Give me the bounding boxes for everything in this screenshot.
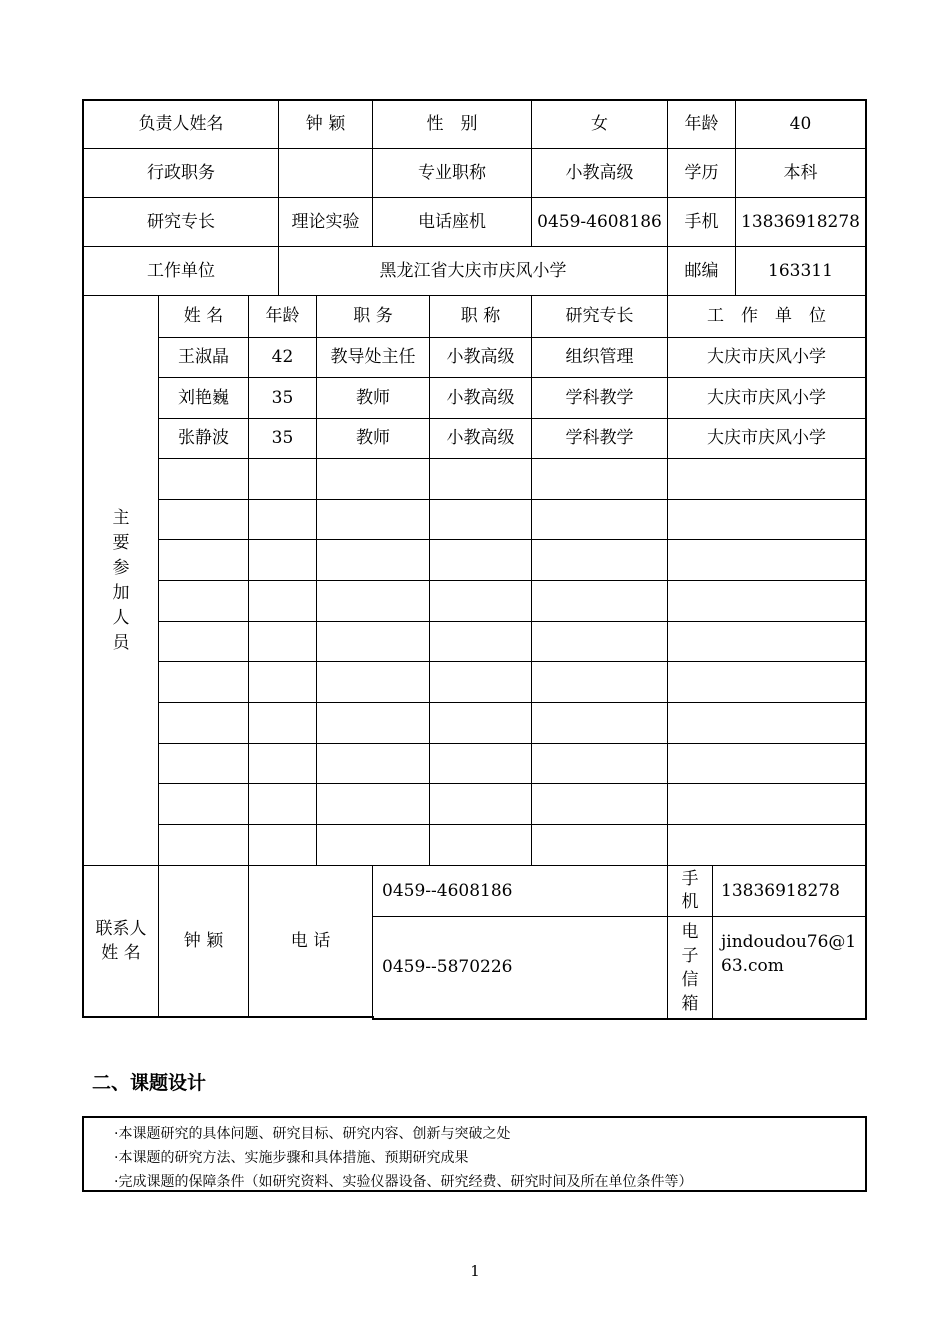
- contact-phone-2: 0459--5870226: [382, 957, 513, 977]
- contact-label-line2: 姓 名: [101, 943, 141, 963]
- participant-age: 35: [271, 387, 294, 408]
- gender-label: 性 别: [426, 114, 478, 134]
- work-unit-value: 黑龙江省大庆市庆风小学: [379, 260, 567, 281]
- mobile-label: 手机: [684, 211, 719, 232]
- page-number: 1: [470, 1262, 480, 1280]
- contact-email: jindoudou76@163.com: [721, 932, 857, 976]
- side-char: 主: [112, 507, 130, 528]
- col-header-name: 姓 名: [183, 306, 224, 326]
- section-title: 二、课题设计: [92, 1072, 207, 1094]
- participant-title: 小教高级: [446, 428, 515, 448]
- leader-name-value: 钟 颖: [305, 114, 346, 134]
- participant-name: 张静波: [178, 428, 229, 448]
- contact-label: [84, 866, 158, 1016]
- mobile-value: 13836918278: [741, 211, 860, 232]
- age-value: 40: [789, 114, 812, 134]
- participant-unit: 大庆市庆风小学: [707, 387, 826, 408]
- email-label-char: 信: [681, 969, 699, 990]
- mobile-label-char: 机: [681, 892, 699, 912]
- email-label-char: 电: [681, 921, 699, 942]
- position-label: 行政职务: [147, 162, 215, 183]
- section-box: [82, 1116, 867, 1192]
- participant-age: 35: [271, 428, 294, 448]
- contact-phone-label: 电 话: [290, 930, 331, 951]
- participant-specialty: 学科教学: [565, 428, 634, 448]
- participant-specialty: 学科教学: [565, 387, 634, 408]
- side-char: 参: [112, 557, 130, 578]
- col-header-position: 职 务: [353, 306, 393, 326]
- participant-position: 教师: [356, 387, 390, 408]
- leader-name-label: 负责人姓名: [138, 114, 224, 134]
- side-char: 要: [112, 532, 130, 553]
- landline-value: 0459-4608186: [537, 211, 662, 232]
- education-value: 本科: [783, 162, 818, 183]
- col-header-age: 年龄: [265, 306, 300, 326]
- section-item: ·完成课题的保障条件（如研究资料、实验仪器设备、研究经费、研究时间及所在单位条件等）: [114, 1174, 693, 1190]
- participant-position: 教导处主任: [330, 347, 416, 367]
- specialty-value: 理论实验: [291, 211, 360, 232]
- title-label: 专业职称: [418, 162, 486, 183]
- landline-label: 电话座机: [418, 211, 486, 232]
- contact-name: 钟 颖: [183, 930, 224, 951]
- participant-specialty: 组织管理: [565, 347, 634, 367]
- participant-name: 王淑晶: [178, 347, 229, 367]
- side-char: 加: [112, 582, 130, 603]
- col-header-specialty: 研究专长: [565, 306, 634, 326]
- participant-unit: 大庆市庆风小学: [707, 347, 826, 367]
- participant-name: 刘艳巍: [178, 387, 229, 408]
- contact-email-label: [668, 917, 712, 1018]
- contact-label-line1: 联系人: [95, 919, 147, 939]
- contact-mobile-label: [668, 866, 712, 916]
- participant-unit: 大庆市庆风小学: [707, 428, 826, 448]
- side-char: 人: [112, 607, 130, 628]
- position-value: [279, 149, 372, 197]
- gender-value: 女: [591, 114, 608, 134]
- specialty-label: 研究专长: [147, 211, 215, 232]
- participant-position: 教师: [356, 428, 390, 448]
- title-value: 小教高级: [565, 162, 634, 183]
- section-item: ·本课题的研究方法、实施步骤和具体措施、预期研究成果: [114, 1150, 469, 1166]
- mobile-label-char: 手: [681, 869, 699, 889]
- email-label-char: 箱: [681, 993, 699, 1014]
- side-char: 员: [112, 632, 130, 653]
- postcode-value: 163311: [768, 260, 833, 281]
- education-label: 学历: [684, 162, 719, 183]
- participant-age: 42: [271, 347, 294, 367]
- col-header-unit: 工 作 单 位: [707, 306, 826, 326]
- col-header-title: 职 称: [460, 306, 501, 326]
- participant-title: 小教高级: [446, 347, 515, 367]
- section-item: ·本课题研究的具体问题、研究目标、研究内容、创新与突破之处: [114, 1126, 511, 1142]
- participants-side-label: [84, 296, 158, 865]
- contact-mobile: 13836918278: [721, 880, 840, 901]
- postcode-label: 邮编: [684, 260, 719, 281]
- email-label-char: 子: [681, 945, 699, 966]
- age-label: 年龄: [684, 114, 719, 134]
- work-unit-label: 工作单位: [147, 260, 215, 281]
- participant-title: 小教高级: [446, 387, 515, 408]
- contact-phone-1: 0459--4608186: [382, 880, 513, 901]
